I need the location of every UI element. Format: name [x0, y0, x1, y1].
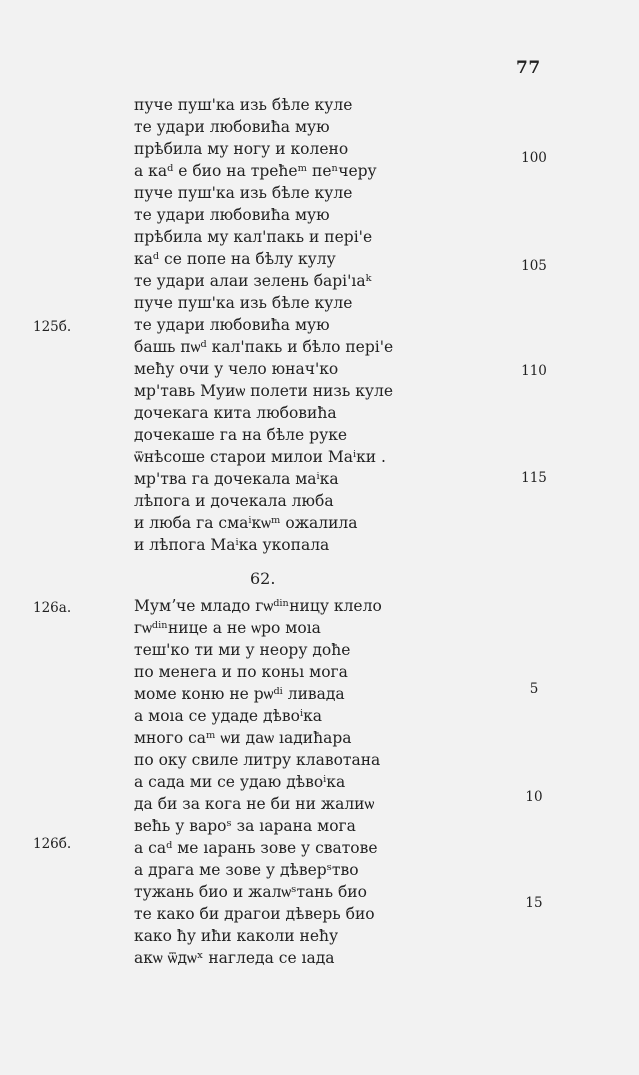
line-number: 100	[521, 150, 547, 166]
poem-line: ѿнѣсоше старои милои Маⁱки .	[134, 448, 386, 466]
poem-line: а каᵈ е био на треħеᵐ пеⁿчеру	[134, 162, 377, 180]
line-number: 115	[521, 470, 547, 486]
poem-line: а моıа се удаде дѣвоⁱка	[134, 707, 323, 725]
poem-line: много саᵐ ѡи даѡ ıадиħара	[134, 729, 352, 747]
line-number: 110	[521, 363, 547, 379]
poem-line: те удари любовиħа мую	[134, 316, 330, 334]
poem-line: мр'тавь Муиѡ полети низь куле	[134, 382, 394, 400]
poem-line: теш'ко ти ми у неору доħе	[134, 641, 351, 659]
poem-line: а сада ми се удаю дѣвоⁱка	[134, 773, 346, 791]
poem-line: и лѣпога Маⁱка укопала	[134, 536, 330, 554]
poem-line: меħу очи у чело юнач'ко	[134, 360, 339, 378]
poem-line: мр'тва га дочекала маⁱка	[134, 470, 339, 488]
folio-marker: 126б.	[33, 836, 72, 852]
poem-line: те како би драгои дѣверь био	[134, 905, 375, 923]
line-number: 15	[525, 895, 543, 911]
poem-line: по оку свиле литру клавотана	[134, 751, 381, 769]
folio-marker: 126а.	[33, 600, 72, 616]
poem-line: лѣпога и дочекала люба	[134, 492, 334, 510]
poem-line: пуче пуш'ка изь бѣле куле	[134, 96, 353, 114]
poem-line: моме коню не рѡᵈⁱ ливада	[134, 685, 345, 703]
poem-line: пуче пуш'ка изь бѣле куле	[134, 294, 353, 312]
poem-line: дочекага кита любовиħа	[134, 404, 337, 422]
page-number: 77	[516, 58, 541, 78]
poem-line: те удари любовиħа мую	[134, 206, 330, 224]
song-number: 62.	[250, 569, 276, 588]
poem-line: акѡ ѿдѡˣ нагледа се ıада	[134, 949, 335, 967]
line-number: 5	[529, 681, 539, 697]
poem-line: те удари алаи зелень барі'ıаᵏ	[134, 272, 372, 290]
poem-line: прѣбила му ногу и колено	[134, 140, 349, 158]
poem-line: а драга ме зове у дѣверˢтво	[134, 861, 359, 879]
poem-line: башь пѡᵈ кал'пакь и бѣло пері'е	[134, 338, 394, 356]
poem-line: веħь у вароˢ за ıарана мога	[134, 817, 356, 835]
poem-line: Мумʼче младо гѡᵈⁱⁿницу клело	[134, 597, 382, 615]
poem-line: и люба га смаⁱкѡᵐ ожалила	[134, 514, 358, 532]
poem-line: да би за кога не би ни жалиѡ	[134, 795, 375, 813]
folio-marker: 125б.	[33, 319, 72, 335]
line-number: 105	[521, 258, 547, 274]
line-number: 10	[525, 789, 543, 805]
poem-line: тужань био и жалѡˢтань био	[134, 883, 367, 901]
poem-line: прѣбила му кал'пакь и пері'е	[134, 228, 373, 246]
poem-line: а саᵈ ме ıарань зове у сватове	[134, 839, 378, 857]
poem-line: дочекаше га на бѣле руке	[134, 426, 348, 444]
poem-line: те удари любовиħа мую	[134, 118, 330, 136]
poem-line: пуче пуш'ка изь бѣле куле	[134, 184, 353, 202]
poem-line: гѡᵈⁱⁿнице а не ѡро моıа	[134, 619, 321, 637]
poem-line: каᵈ се попе на бѣлу кулу	[134, 250, 336, 268]
poem-line: како ħу иħи каколи неħу	[134, 927, 339, 945]
poem-line: по менега и по коньı мога	[134, 663, 348, 681]
